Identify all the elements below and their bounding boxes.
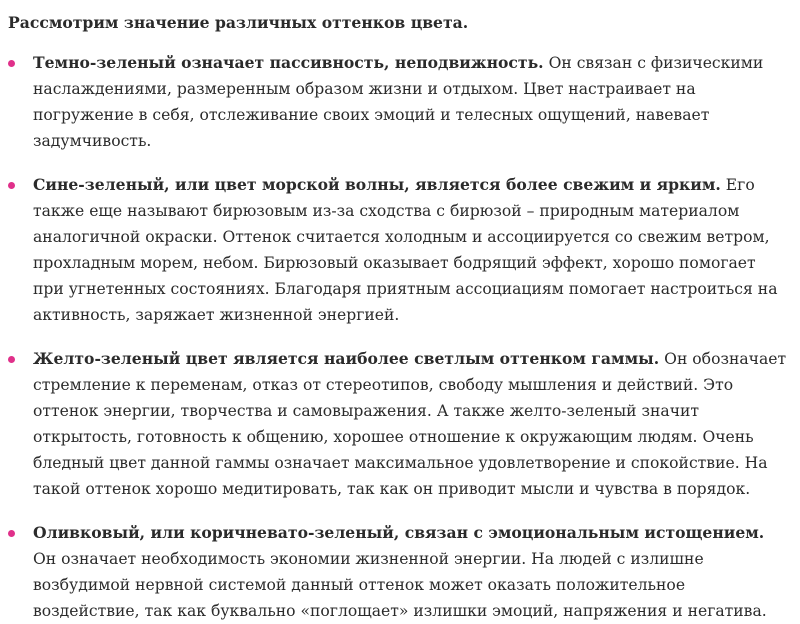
list-item: [8, 520, 790, 624]
item-lead: Темно-зеленый означает пассивность, неподвижность.: [33, 53, 544, 72]
item-text: Он обозначает стремление к переменам, отказ от стереотипов, свободу мышления и действий. Это оттенок энергии, творчества и самовыражения. А также желто-зеленый значит открытость, готовность к общению, хорошее отношение к окружающим людям. Очень бледный цвет данной гаммы означает максимальное удовлетворение и спокойствие. На такой оттенок хорошо медитировать, так как он приводит мысли и чувства в порядок.: [33, 350, 787, 498]
item-lead: Оливковый, или коричневато-зеленый, связан с эмоциональным истощением.: [33, 523, 765, 542]
list-item: [8, 172, 790, 328]
item-lead: Сине-зеленый, или цвет морской волны, является более свежим и ярким.: [33, 175, 721, 194]
item-text: Его также еще называют бирюзовым из-за сходства с бирюзой – природным материалом аналогичной окраски. Оттенок считается холодным и ассоциируется со свежим ветром, прохладным морем, небом. Бирюзовый оказывает бодрящий эффект, хорошо помогает при угнетенных состояниях. Благодаря приятным ассоциациям помогает настроиться на активность, заряжает жизненной энергией.: [33, 176, 778, 324]
list-item: [8, 50, 790, 154]
color-shades-list: [8, 50, 790, 624]
item-text: Он означает необходимость экономии жизненной энергии. На людей с излишне возбудимой нервной системой данный оттенок может оказать положительное воздействие, так как буквально «поглощает» излишки эмоций, напряжения и негатива.: [33, 550, 767, 620]
intro-heading: Рассмотрим значение различных оттенков цвета.: [8, 13, 469, 32]
list-item: [8, 346, 790, 502]
item-text: Он связан с физическими наслаждениями, размеренным образом жизни и отдыхом. Цвет настраивает на погружение в себя, отслеживание своих эмоций и телесных ощущений, навевает задумчивость.: [33, 54, 764, 150]
item-lead: Желто-зеленый цвет является наиболее светлым оттенком гаммы.: [33, 349, 660, 368]
